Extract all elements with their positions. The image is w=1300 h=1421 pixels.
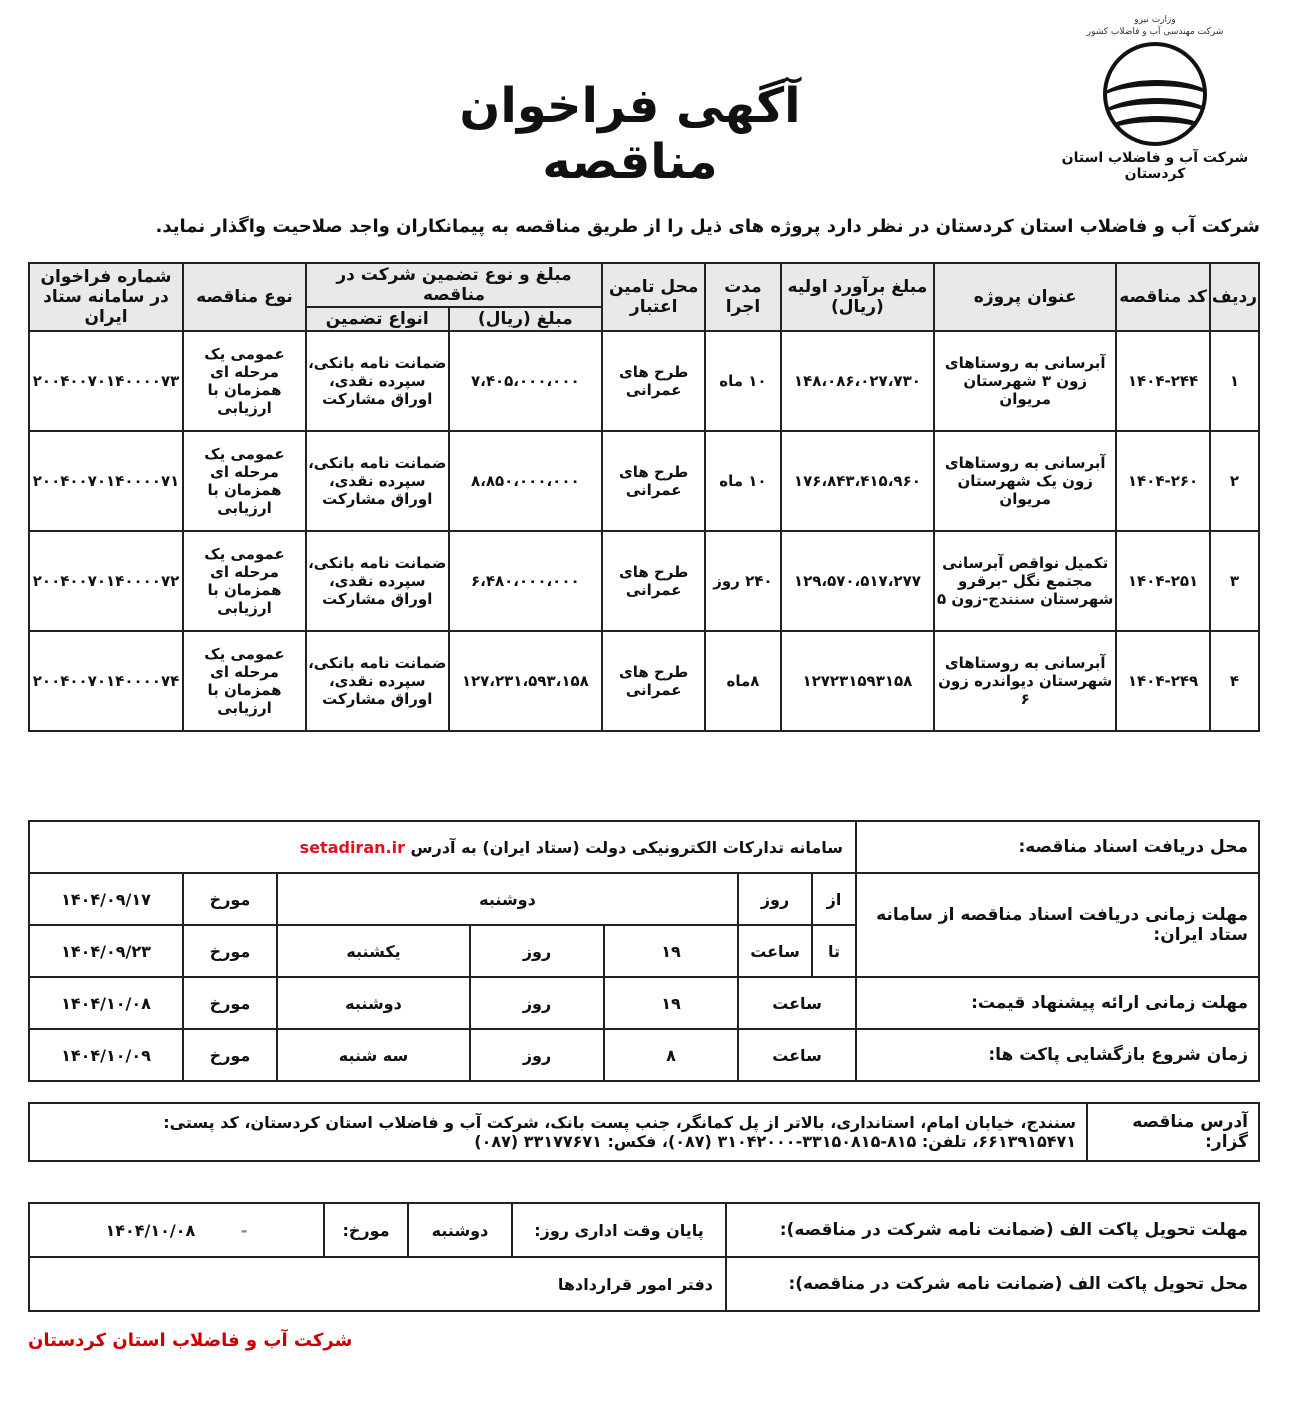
opening-hour: ۸	[604, 1029, 738, 1081]
opening-hour-label: ساعت	[738, 1029, 856, 1081]
address-row	[29, 1103, 1259, 1161]
address-label: آدرس مناقصه گزار:	[1087, 1103, 1259, 1161]
delivery-date-label: مورخ:	[324, 1203, 408, 1257]
delivery-date-cell	[29, 1203, 324, 1257]
row-number: ۴	[1210, 631, 1259, 731]
funding: طرح های عمرانی	[602, 431, 705, 531]
tender-type: عمومی یک مرحله ای همزمان با ارزیابی	[183, 631, 306, 731]
to-label: تا	[812, 925, 856, 977]
header-estimate: مبلغ برآورد اولیه (ریال)	[781, 263, 935, 331]
guarantee-types: ضمانت نامه بانکی، سپرده نقدی، اوراق مشارکت	[306, 631, 449, 731]
duration: ۱۰ ماه	[705, 431, 780, 531]
docs-place-row	[29, 821, 1259, 873]
to-day-label: روز	[470, 925, 604, 977]
from-day-label: روز	[738, 873, 812, 925]
tender-code: ۱۴۰۴-۲۶۰	[1116, 431, 1210, 531]
delivery-day: دوشنبه	[408, 1203, 512, 1257]
ministry-line: وزارت نیرو	[1134, 15, 1176, 25]
project-title: آبرسانی به روستاهای زون یک شهرستان مریوان	[934, 431, 1116, 531]
to-hour: ۱۹	[604, 925, 738, 977]
row-number: ۳	[1210, 531, 1259, 631]
to-hour-label: ساعت	[738, 925, 812, 977]
opening-label: زمان شروع بازگشایی پاکت ها:	[856, 1029, 1259, 1081]
setad-number: ۲۰۰۴۰۰۷۰۱۴۰۰۰۰۷۲	[29, 531, 183, 631]
projects-table	[28, 262, 1260, 732]
funding: طرح های عمرانی	[602, 331, 705, 431]
header-setad-number: شماره فراخوان در سامانه ستاد ایران	[29, 263, 183, 331]
estimate: ۱۲۹،۵۷۰،۵۱۷،۲۷۷	[781, 531, 935, 631]
address-line-2: ۶۶۱۳۹۱۵۴۷۱، تلفن: ۸۱۵-۳۳۱۵۰۸۱۵-۳۱۰۴۲۰۰۰ (۰۸۷)، فکس: ۳۳۱۷۷۶۷۱ (۰۸۷)	[474, 1132, 1076, 1151]
setad-number: ۲۰۰۴۰۰۷۰۱۴۰۰۰۰۷۴	[29, 631, 183, 731]
docs-place-label: محل دریافت اسناد مناقصه:	[856, 821, 1259, 873]
estimate: ۱۲۷۲۳۱۵۹۳۱۵۸	[781, 631, 935, 731]
offer-row	[29, 977, 1259, 1029]
header-row-number: ردیف	[1210, 263, 1259, 331]
opening-date: ۱۴۰۴/۱۰/۰۹	[29, 1029, 183, 1081]
offer-label: مهلت زمانی ارائه پیشنهاد قیمت:	[856, 977, 1259, 1029]
from-date: ۱۴۰۴/۰۹/۱۷	[29, 873, 183, 925]
setadiran-link[interactable]: setadiran.ir	[299, 837, 405, 857]
table-row	[29, 331, 1259, 431]
guarantee-types: ضمانت نامه بانکی، سپرده نقدی، اوراق مشارکت	[306, 531, 449, 631]
header-title: عنوان پروژه	[934, 263, 1116, 331]
water-drop-icon	[1103, 42, 1207, 146]
project-title: آبرسانی به روستاهای شهرستان دیواندره زون ۶	[934, 631, 1116, 731]
tender-code: ۱۴۰۴-۲۵۱	[1116, 531, 1210, 631]
tender-code: ۱۴۰۴-۲۴۴	[1116, 331, 1210, 431]
setad-number: ۲۰۰۴۰۰۷۰۱۴۰۰۰۰۷۱	[29, 431, 183, 531]
docs-place-value	[29, 821, 856, 873]
page-title: آگهی فراخوان مناقصه	[459, 78, 801, 190]
offer-day-label: روز	[470, 977, 604, 1029]
tender-type: عمومی یک مرحله ای همزمان با ارزیابی	[183, 331, 306, 431]
duration: ۸ماه	[705, 631, 780, 731]
tender-type: عمومی یک مرحله ای همزمان با ارزیابی	[183, 431, 306, 531]
header-amount: مبلغ (ریال)	[449, 307, 603, 331]
row-number: ۱	[1210, 331, 1259, 431]
from-date-label: مورخ	[183, 873, 277, 925]
delivery-deadline-row	[29, 1203, 1259, 1257]
address-value	[29, 1103, 1087, 1161]
from-label: از	[812, 873, 856, 925]
header-code: کد مناقصه	[1116, 263, 1210, 331]
funding: طرح های عمرانی	[602, 531, 705, 631]
opening-date-label: مورخ	[183, 1029, 277, 1081]
row-number: ۲	[1210, 431, 1259, 531]
schedule-table	[28, 820, 1260, 1082]
company-logo	[1050, 14, 1260, 184]
dash: -	[240, 1220, 248, 1240]
header-tender-type: نوع مناقصه	[183, 263, 306, 331]
to-day: یکشنبه	[277, 925, 470, 977]
delivery-place-label: محل تحویل پاکت الف (ضمانت نامه شرکت در مناقصه):	[726, 1257, 1259, 1311]
estimate: ۱۷۶،۸۴۳،۴۱۵،۹۶۰	[781, 431, 935, 531]
offer-date: ۱۴۰۴/۱۰/۰۸	[29, 977, 183, 1029]
header-funding: محل تامین اعتبار	[602, 263, 705, 331]
offer-day: دوشنبه	[277, 977, 470, 1029]
guarantee-amount: ۸،۸۵۰،۰۰۰،۰۰۰	[449, 431, 603, 531]
opening-day: سه شنبه	[277, 1029, 470, 1081]
guarantee-amount: ۶،۴۸۰،۰۰۰،۰۰۰	[449, 531, 603, 631]
delivery-place: دفتر امور قراردادها	[29, 1257, 726, 1311]
header-guarantee-types: انواع تضمین	[306, 307, 449, 331]
from-day: دوشنبه	[277, 873, 738, 925]
delivery-place-row	[29, 1257, 1259, 1311]
footer-company-name: شرکت آب و فاضلاب استان کردستان	[28, 1330, 353, 1351]
tender-code: ۱۴۰۴-۲۴۹	[1116, 631, 1210, 731]
project-title: آبرسانی به روستاهای زون ۳ شهرستان مریوان	[934, 331, 1116, 431]
docs-deadline-label: مهلت زمانی دریافت اسناد مناقصه از سامانه ستاد ایران:	[856, 873, 1259, 977]
header-guarantee-group: مبلغ و نوع تضمین شرکت در مناقصه	[306, 263, 602, 307]
end-of-day-label: پایان وقت اداری روز:	[512, 1203, 726, 1257]
tender-type: عمومی یک مرحله ای همزمان با ارزیابی	[183, 531, 306, 631]
opening-day-label: روز	[470, 1029, 604, 1081]
table-row	[29, 431, 1259, 531]
docs-from-row	[29, 873, 1259, 925]
funding: طرح های عمرانی	[602, 631, 705, 731]
intro-text: شرکت آب و فاضلاب استان کردستان در نظر دارد پروژه های ذیل را از طریق مناقصه به پیمانکاران واجد صلاحیت واگذار نماید.	[155, 216, 1260, 237]
table-row	[29, 631, 1259, 731]
national-company-line: شرکت مهندسی آب و فاضلاب کشور	[1086, 27, 1224, 37]
to-date: ۱۴۰۴/۰۹/۲۳	[29, 925, 183, 977]
header-duration: مدت اجرا	[705, 263, 780, 331]
guarantee-amount: ۱۲۷،۲۳۱،۵۹۳،۱۵۸	[449, 631, 603, 731]
logo-company-name: شرکت آب و فاضلاب استان کردستان	[1061, 150, 1249, 182]
guarantee-amount: ۷،۴۰۵،۰۰۰،۰۰۰	[449, 331, 603, 431]
guarantee-types: ضمانت نامه بانکی، سپرده نقدی، اوراق مشارکت	[306, 331, 449, 431]
duration: ۲۴۰ روز	[705, 531, 780, 631]
address-line-1: سنندج، خیابان امام، استانداری، بالاتر از پل کمانگر، جنب پست بانک، شرکت آب و فاضلاب استان کردستان، کد پستی:	[163, 1113, 1076, 1132]
offer-date-label: مورخ	[183, 977, 277, 1029]
duration: ۱۰ ماه	[705, 331, 780, 431]
delivery-date: ۱۴۰۴/۱۰/۰۸	[105, 1220, 196, 1240]
estimate: ۱۴۸،۰۸۶،۰۲۷،۷۳۰	[781, 331, 935, 431]
opening-row	[29, 1029, 1259, 1081]
guarantee-types: ضمانت نامه بانکی، سپرده نقدی، اوراق مشارکت	[306, 431, 449, 531]
offer-hour: ۱۹	[604, 977, 738, 1029]
address-block	[28, 1102, 1260, 1162]
project-title: تکمیل نواقص آبرسانی مجتمع نگل -برقرو شهرستان سنندج-زون ۵	[934, 531, 1116, 631]
docs-place-text: سامانه تدارکات الکترونیکی دولت (ستاد ایران) به آدرس	[410, 837, 843, 857]
table-header-row	[29, 263, 1259, 307]
setad-number: ۲۰۰۴۰۰۷۰۱۴۰۰۰۰۷۳	[29, 331, 183, 431]
to-date-label: مورخ	[183, 925, 277, 977]
table-row	[29, 531, 1259, 631]
delivery-deadline-label: مهلت تحویل پاکت الف (ضمانت نامه شرکت در مناقصه):	[726, 1203, 1259, 1257]
delivery-table	[28, 1202, 1260, 1312]
offer-hour-label: ساعت	[738, 977, 856, 1029]
